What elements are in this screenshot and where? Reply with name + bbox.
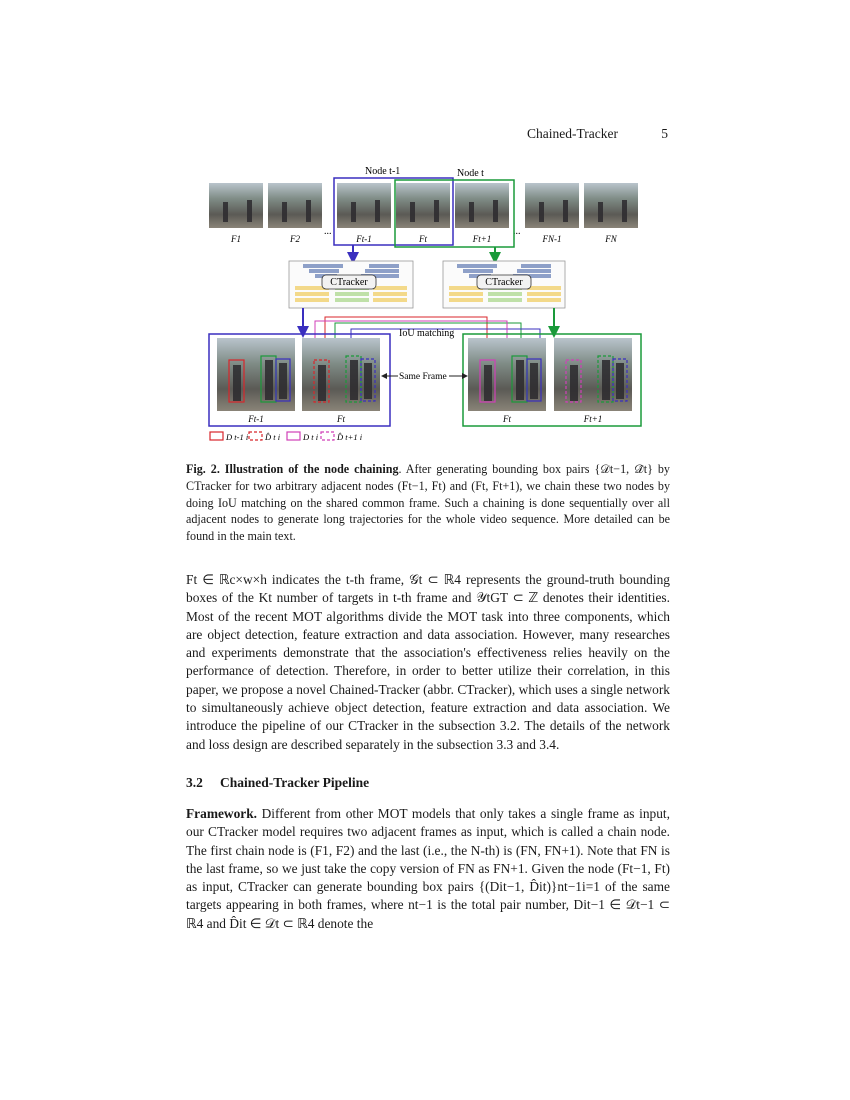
ellipsis-right: ... [513,226,521,237]
ctracker-label: CTracker [485,277,523,288]
section-heading [186,775,670,791]
frame-label: Ft-1 [356,234,372,244]
caption-title: Illustration of the node chaining [224,462,399,476]
frame-label: FN-1 [542,234,562,244]
frame-thumbnail [525,183,579,228]
frame-label: F1 [231,234,241,244]
ctracker-label: CTracker [330,277,368,288]
frame-label: Ft [337,414,345,424]
section-number: 3.2 [186,775,203,790]
iou-label: IoU matching [399,328,455,339]
ellipsis-left: ... [324,226,332,237]
frame-label: Ft [419,234,427,244]
ctracker-block-prev [289,261,413,308]
frame-label: Ft-1 [248,414,264,424]
ctracker-block-curr [443,261,565,308]
figure-legend [210,432,363,442]
frame-label: FN [605,234,617,244]
page-number: 5 [661,126,668,141]
section-title: Chained-Tracker Pipeline [220,775,370,790]
frame-thumbnail [337,183,391,228]
figure-caption [186,461,670,545]
frame-label: F2 [290,234,300,244]
legend-label: D̂ t+1 i [337,432,363,442]
caption-text: . After generating bounding box pairs {𝒟t−1, 𝒟̂t} by CTracker for two arbitrary adjacent nodes (Ft−1, Ft) and (Ft, Ft+1), we chain these two nodes by doing IoU matching on the shared common frame. Such a chaining is done sequentially over all adjacent nodes to generate long trajectories for the whole video sequence. More detailed can be found in the main text. [186,462,670,544]
legend-label: D t i [303,432,319,442]
top-frame-strip [209,183,638,228]
frame-thumbnail [396,183,450,228]
figure-node-chaining [185,160,670,445]
legend-label: D̂ t i [265,432,281,442]
frame-thumbnail [268,183,322,228]
frame-thumbnail [455,183,509,228]
frame-label: Ft [503,414,511,424]
frame-thumbnail [209,183,263,228]
paragraph-lead: Framework. [186,806,258,821]
node-label-curr: Node t [457,168,484,179]
legend-label: D t-1 i [226,432,249,442]
frame-label: Ft+1 [472,234,492,244]
paragraph-framework [186,805,670,933]
same-frame-label: Same Frame [399,372,447,382]
caption-label: Fig. 2. [186,462,220,476]
node-label-prev: Node t-1 [365,166,401,177]
paragraph-text: Ft ∈ ℝc×w×h indicates the t-th frame, 𝒢t ⊂ ℝ4 represents the ground-truth bounding boxes of the Kt number of targets in t-th frame and 𝒴tGT ⊂ ℤ denotes their identities. Most of the recent MOT algorithms divide the MOT task into three components, which are object detection, feature extraction and data association. However, many researches and experiments demonstrate that the association's effectiveness relies heavily on the performance of detection. Therefore, in order to better utilize their correlation, in this paper, we propose a novel Chained-Tracker (abbr. CTracker), which uses a single network to simultaneously achieve object detection, feature extraction and data association. We introduce the pipeline of our CTracker in the subsection 3.2. The details of the network and loss design are described separately in the subsection 3.3 and 3.4. [186,572,670,752]
running-header [527,124,668,146]
frame-thumbnail [584,183,638,228]
paragraph-text: Different from other MOT models that only takes a single frame as input, our CTracker model requires two adjacent frames as input, which is called a chain node. The first chain node is (F1, F2) and the last (i.e., the N-th) is (FN, FN+1). Note that FN is the last frame, so we just take the copy version of FN as FN+1. Given the node (Ft−1, Ft) as input, CTracker can generate bounding box pairs {(Dit−1, D̂it)}nt−1i=1 of the same targets appearing in both frames, where nt−1 is the total pair number, Dit−1 ∈ 𝒟t−1 ⊂ ℝ4 and D̂it ∈ 𝒟t ⊂ ℝ4 denote the [186,806,670,931]
paragraph-intro [186,571,670,754]
frame-label: Ft+1 [583,414,603,424]
running-title: Chained-Tracker [527,126,618,141]
